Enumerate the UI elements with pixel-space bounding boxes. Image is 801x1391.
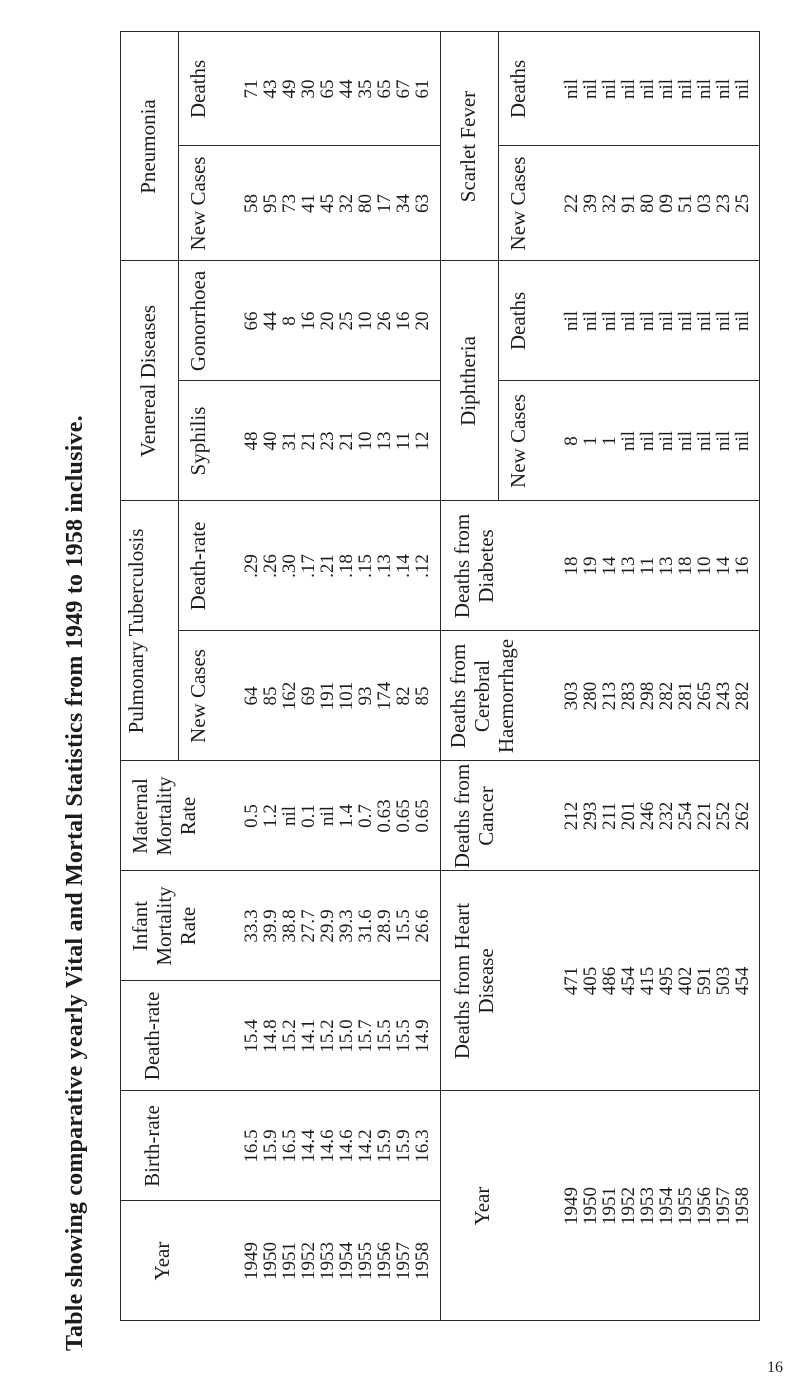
- table-cell: 39: [580, 194, 601, 213]
- diphtheria-deaths-column: [562, 261, 752, 381]
- pneumonia-label: Pneumonia: [136, 99, 160, 194]
- table-cell: 41: [298, 194, 319, 213]
- diphtheria-deaths-header: Deaths: [506, 291, 530, 351]
- table-cell: 1956: [694, 1187, 715, 1225]
- table-cell: 32: [599, 194, 620, 213]
- table-cell: nil: [694, 430, 715, 452]
- death-rate-column: [242, 981, 432, 1091]
- page-number: 16: [767, 1359, 783, 1376]
- table-cell: 93: [355, 686, 376, 706]
- table-cell: 13: [618, 556, 639, 576]
- table-cell: 61: [412, 79, 433, 99]
- scarlet-fever-new-cases-header: New Cases: [506, 156, 530, 251]
- table-cell: 67: [393, 79, 414, 99]
- table-cell: 49: [279, 79, 300, 99]
- table-cell: 16: [393, 311, 414, 331]
- table-cell: 13: [374, 431, 395, 451]
- col-pneumonia-new-cases-header: New Cases: [186, 156, 210, 251]
- table-cell: 16: [732, 556, 753, 576]
- table-cell: 201: [618, 801, 639, 831]
- table-cell: 85: [260, 686, 281, 706]
- table-cell: 174: [374, 681, 395, 711]
- table-cell: nil: [732, 430, 753, 452]
- table-cell: 252: [713, 801, 734, 831]
- table-cell: .14: [393, 554, 414, 578]
- table-cell: 69: [298, 686, 319, 706]
- table-cell: 1954: [336, 1242, 357, 1280]
- table-cell: 1.4: [336, 804, 357, 828]
- maternal-mortality-column: [242, 761, 432, 871]
- table-cell: 415: [637, 966, 658, 996]
- table-cell: .13: [374, 554, 395, 578]
- table-cell: 0.65: [412, 799, 433, 833]
- table-cell: nil: [637, 78, 658, 100]
- table-cell: 15.9: [393, 1129, 414, 1163]
- table-cell: 12: [412, 431, 433, 451]
- table-cell: nil: [732, 78, 753, 100]
- infant-mortality-column: [242, 871, 432, 981]
- birth-rate-column: [242, 1091, 432, 1201]
- table-cell: 1951: [279, 1242, 300, 1280]
- table-cell: 402: [675, 966, 696, 996]
- col-tb-new-cases-header: New Cases: [186, 649, 210, 743]
- table-cell: 32: [336, 194, 357, 213]
- col-birth-rate-header: Birth-rate: [140, 1105, 164, 1187]
- col-death-rate-header: Death-rate: [140, 991, 164, 1081]
- diphtheria-new-cases-column: [562, 381, 752, 501]
- table-cell: 10: [694, 556, 715, 576]
- table-cell: 26.6: [412, 909, 433, 943]
- table-cell: 265: [694, 681, 715, 711]
- table-cell: 15.4: [241, 1019, 262, 1053]
- table-cell: 23: [713, 194, 734, 213]
- table-cell: 1950: [260, 1242, 281, 1280]
- table-cell: 281: [675, 681, 696, 711]
- table-cell: 1958: [412, 1242, 433, 1280]
- table-cell: 15.5: [393, 909, 414, 943]
- table-cell: 282: [656, 681, 677, 711]
- table-cell: 1955: [355, 1242, 376, 1280]
- table-cell: 1953: [317, 1242, 338, 1280]
- venereal-diseases-label: Venereal Diseases: [136, 304, 160, 458]
- table-cell: 43: [260, 79, 281, 99]
- tb-death-rate-column: [242, 501, 432, 631]
- table-cell: .30: [279, 554, 300, 578]
- scarlet-fever-deaths-column: [562, 32, 752, 146]
- table-cell: 1952: [298, 1242, 319, 1280]
- table-cell: 40: [260, 431, 281, 451]
- table-cell: 1: [599, 436, 620, 446]
- table-cell: nil: [561, 310, 582, 332]
- table-cell: 44: [260, 311, 281, 331]
- table-cell: 283: [618, 681, 639, 711]
- table-cell: 232: [656, 801, 677, 831]
- table-cell: 21: [298, 431, 319, 451]
- table-cell: 73: [279, 194, 300, 213]
- table-cell: 03: [694, 194, 715, 213]
- statistics-table: [120, 31, 760, 1321]
- table-cell: 71: [241, 79, 262, 99]
- table-cell: 0.65: [393, 799, 414, 833]
- cancer-column: [562, 761, 752, 871]
- table-cell: 15.9: [374, 1129, 395, 1163]
- table-cell: 280: [580, 681, 601, 711]
- table-cell: 211: [599, 802, 620, 830]
- table-cell: 246: [637, 801, 658, 831]
- table-cell: 454: [732, 966, 753, 996]
- divider: [178, 32, 179, 761]
- heart-disease-header: Deaths from Heart Disease: [450, 902, 498, 1060]
- table-cell: 0.63: [374, 799, 395, 833]
- syphilis-column: [242, 381, 432, 501]
- table-top-border: [120, 31, 121, 1321]
- table-cell: 11: [637, 556, 658, 576]
- table-cell: 1956: [374, 1242, 395, 1280]
- table-cell: .18: [336, 554, 357, 578]
- scarlet-fever-new-cases-column: [562, 146, 752, 261]
- table-cell: 8: [279, 316, 300, 326]
- table-cell: 91: [618, 194, 639, 213]
- table-cell: 15.7: [355, 1019, 376, 1053]
- table-cell: 16: [298, 311, 319, 331]
- col-pneumonia-deaths-header: Deaths: [186, 59, 210, 119]
- table-cell: 23: [317, 431, 338, 451]
- table-cell: nil: [694, 310, 715, 332]
- table-cell: 162: [279, 681, 300, 711]
- table-cell: 262: [732, 801, 753, 831]
- table-cell: 16.5: [241, 1129, 262, 1163]
- table-cell: 14: [599, 556, 620, 576]
- table-cell: 454: [618, 966, 639, 996]
- table-cell: 15.2: [317, 1019, 338, 1053]
- table-cell: 254: [675, 801, 696, 831]
- table-cell: 11: [393, 431, 414, 451]
- table-cell: 13: [656, 556, 677, 576]
- table-cell: 18: [675, 556, 696, 576]
- table-cell: 20: [412, 311, 433, 331]
- table-cell: nil: [713, 78, 734, 100]
- cerebral-haemorrhage-header: Deaths from Cerebral Haemorrhage: [446, 638, 518, 754]
- table-cell: 33.3: [241, 909, 262, 943]
- table-cell: 25: [336, 311, 357, 331]
- table-cell: 80: [637, 194, 658, 213]
- table-cell: 14.2: [355, 1129, 376, 1163]
- table-cell: 18: [561, 556, 582, 576]
- table-cell: nil: [580, 78, 601, 100]
- table-cell: 58: [241, 194, 262, 213]
- band-divider: [440, 31, 441, 1321]
- lower-year-column: [562, 1091, 752, 1321]
- table-cell: nil: [694, 78, 715, 100]
- table-cell: 10: [355, 431, 376, 451]
- table-cell: 66: [241, 311, 262, 331]
- table-cell: 8: [561, 436, 582, 446]
- table-cell: nil: [561, 78, 582, 100]
- col-year-header: Year: [150, 1241, 174, 1281]
- table-cell: 1954: [656, 1187, 677, 1225]
- table-cell: 35: [355, 79, 376, 99]
- table-cell: 25: [732, 194, 753, 213]
- divider: [498, 32, 499, 501]
- table-cell: nil: [599, 310, 620, 332]
- col-syphilis-header: Syphilis: [186, 406, 210, 476]
- table-cell: 14.8: [260, 1019, 281, 1053]
- diphtheria-label: Diphtheria: [456, 336, 480, 426]
- table-cell: nil: [317, 805, 338, 827]
- table-cell: 31.6: [355, 909, 376, 943]
- table-cell: .29: [241, 554, 262, 578]
- table-cell: 29.9: [317, 909, 338, 943]
- diabetes-header: Deaths from Diabetes: [450, 513, 498, 619]
- table-cell: nil: [713, 310, 734, 332]
- table-cell: 51: [675, 194, 696, 213]
- table-cell: 19: [580, 556, 601, 576]
- table-cell: 1958: [732, 1187, 753, 1225]
- pneumonia-new-cases-column: [242, 146, 432, 261]
- table-cell: 212: [561, 801, 582, 831]
- table-cell: 63: [412, 194, 433, 213]
- table-cell: 191: [317, 681, 338, 711]
- table-cell: 471: [561, 966, 582, 996]
- table-cell: 16.3: [412, 1129, 433, 1163]
- table-cell: 1949: [561, 1187, 582, 1225]
- cancer-header: Deaths from Cancer: [450, 763, 498, 869]
- table-cell: 34: [393, 194, 414, 213]
- table-cell: nil: [637, 430, 658, 452]
- table-cell: nil: [279, 805, 300, 827]
- table-cell: 31: [279, 431, 300, 451]
- table-cell: 1950: [580, 1187, 601, 1225]
- table-cell: 26: [374, 311, 395, 331]
- table-cell: 64: [241, 686, 262, 706]
- table-cell: 27.7: [298, 909, 319, 943]
- col-infant-mortality-header: Infant Mortality Rate: [128, 886, 200, 966]
- table-cell: nil: [618, 78, 639, 100]
- table-cell: nil: [637, 310, 658, 332]
- table-bottom-border: [759, 31, 760, 1321]
- table-cell: 1957: [393, 1242, 414, 1280]
- table-cell: 14.4: [298, 1129, 319, 1163]
- table-cell: 1949: [241, 1242, 262, 1280]
- table-cell: 17: [374, 194, 395, 213]
- table-cell: nil: [618, 430, 639, 452]
- table-cell: .12: [412, 554, 433, 578]
- table-cell: 243: [713, 681, 734, 711]
- table-cell: 1955: [675, 1187, 696, 1225]
- table-cell: .21: [317, 554, 338, 578]
- table-cell: 1951: [599, 1187, 620, 1225]
- pulmonary-tb-label: Pulmonary Tuberculosis: [124, 528, 148, 734]
- table-cell: 14.6: [336, 1129, 357, 1163]
- table-cell: 65: [374, 79, 395, 99]
- pneumonia-deaths-column: [242, 32, 432, 146]
- table-cell: 0.5: [241, 804, 262, 828]
- table-cell: 15.0: [336, 1019, 357, 1053]
- table-cell: 221: [694, 801, 715, 831]
- table-cell: .26: [260, 554, 281, 578]
- table-cell: 0.7: [355, 804, 376, 828]
- table-cell: 14: [713, 556, 734, 576]
- table-cell: nil: [656, 310, 677, 332]
- table-cell: 101: [336, 681, 357, 711]
- table-cell: 45: [317, 194, 338, 213]
- table-cell: 15.2: [279, 1019, 300, 1053]
- table-cell: 1952: [618, 1187, 639, 1225]
- table-cell: 82: [393, 686, 414, 706]
- table-cell: nil: [580, 310, 601, 332]
- table-cell: 298: [637, 681, 658, 711]
- table-cell: .15: [355, 554, 376, 578]
- table-cell: 15.9: [260, 1129, 281, 1163]
- table-cell: 293: [580, 801, 601, 831]
- table-cell: nil: [599, 78, 620, 100]
- table-cell: 486: [599, 966, 620, 996]
- lower-year-header: Year: [470, 1186, 494, 1226]
- col-tb-death-rate-header: Death-rate: [186, 521, 210, 611]
- table-cell: 30: [298, 79, 319, 99]
- table-cell: 591: [694, 966, 715, 996]
- table-cell: 95: [260, 194, 281, 213]
- table-cell: nil: [675, 310, 696, 332]
- table-cell: .17: [298, 554, 319, 578]
- table-cell: 1957: [713, 1187, 734, 1225]
- table-cell: 1.2: [260, 804, 281, 828]
- table-cell: 14.9: [412, 1019, 433, 1053]
- table-cell: 39.9: [260, 909, 281, 943]
- table-cell: 14.6: [317, 1129, 338, 1163]
- table-cell: 0.1: [298, 804, 319, 828]
- table-cell: 16.5: [279, 1129, 300, 1163]
- table-cell: 48: [241, 431, 262, 451]
- table-cell: 80: [355, 194, 376, 213]
- upper-year-column: [242, 1201, 432, 1321]
- table-cell: 282: [732, 681, 753, 711]
- table-cell: 10: [355, 311, 376, 331]
- table-cell: 213: [599, 681, 620, 711]
- table-cell: 503: [713, 966, 734, 996]
- table-cell: 21: [336, 431, 357, 451]
- tb-new-cases-column: [242, 631, 432, 761]
- table-cell: nil: [675, 78, 696, 100]
- gonorrhoea-column: [242, 261, 432, 381]
- table-cell: 1: [580, 436, 601, 446]
- table-cell: 85: [412, 686, 433, 706]
- table-cell: 20: [317, 311, 338, 331]
- table-cell: nil: [618, 310, 639, 332]
- table-cell: 1953: [637, 1187, 658, 1225]
- table-cell: 15.5: [374, 1019, 395, 1053]
- table-cell: 22: [561, 194, 582, 213]
- col-maternal-mortality-header: Maternal Mortality Rate: [128, 776, 200, 856]
- table-cell: nil: [675, 430, 696, 452]
- table-cell: 28.9: [374, 909, 395, 943]
- table-cell: 495: [656, 966, 677, 996]
- heart-disease-column: [562, 871, 752, 1091]
- diabetes-column: [562, 501, 752, 631]
- table-cell: nil: [713, 430, 734, 452]
- table-cell: nil: [656, 78, 677, 100]
- table-cell: nil: [656, 430, 677, 452]
- diphtheria-new-cases-header: New Cases: [506, 394, 530, 488]
- scarlet-fever-deaths-header: Deaths: [506, 59, 530, 119]
- table-cell: 38.8: [279, 909, 300, 943]
- table-cell: 14.1: [298, 1019, 319, 1053]
- table-cell: nil: [732, 310, 753, 332]
- col-gonorrhoea-header: Gonorrhoea: [186, 270, 210, 372]
- table-cell: 405: [580, 966, 601, 996]
- table-title: Table showing comparative yearly Vital and Mortal Statistics from 1949 to 1958 inclusive.: [62, 415, 88, 1351]
- scarlet-fever-label: Scarlet Fever: [456, 90, 480, 203]
- table-cell: 303: [561, 681, 582, 711]
- table-cell: 44: [336, 79, 357, 99]
- cerebral-haemorrhage-column: [562, 631, 752, 761]
- table-cell: 09: [656, 194, 677, 213]
- table-cell: 39.3: [336, 909, 357, 943]
- table-cell: 65: [317, 79, 338, 99]
- table-cell: 15.5: [393, 1019, 414, 1053]
